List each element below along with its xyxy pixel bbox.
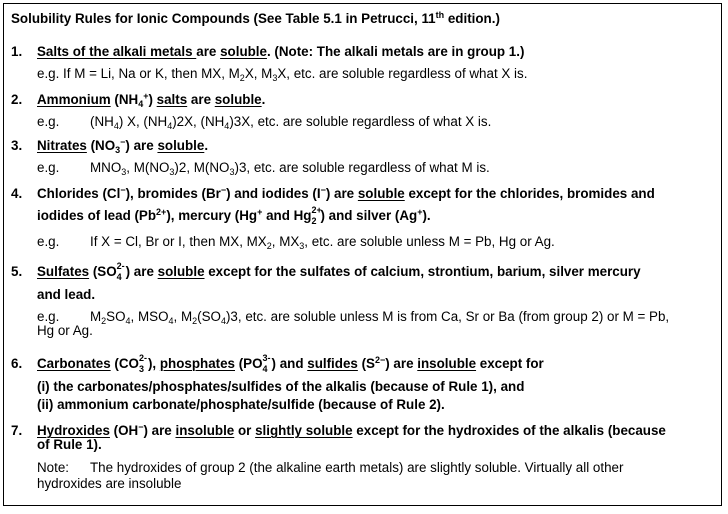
rule-5-example: $M_2SO_4$, $MSO_4$, $M_2(SO_4)3$, etc. are soluble unless M is from Ca, Sr or Ba (from group 2) or M = Pb,: [90, 309, 670, 326]
rule-7-statement: Hydroxides (OH−) are insoluble or slightly soluble except for the hydroxides of the alkalis (because: [37, 422, 666, 438]
rule-2-example: $(NH_4)$ X, $(NH_4)2X$, $(NH_4)3X$, etc. are soluble regardless of what X is.: [90, 114, 492, 131]
rule-2-statement: Ammonium $(NH_4^+)$ salts are soluble.: [37, 91, 266, 109]
rule-3-example-label: e.g.: [37, 160, 60, 175]
rule-2-example-label: e.g.: [37, 114, 60, 129]
rule-5-example-label: e.g.: [37, 309, 60, 324]
rule-5-example-line-2: Hg or Ag.: [37, 323, 93, 338]
rule-3-number: 3.: [11, 138, 23, 153]
rule-3-example: $MNO_3$, $M(NO_3)2$, $M(NO_3)3$, etc. are soluble regardless of what M is.: [90, 160, 490, 177]
rule-4-example: If X = Cl, Br or I, then MX, $MX_2$, $MX_3$, etc. are soluble unless M = Pb, Hg or Ag.: [90, 234, 555, 251]
rule-7-note-line-2: hydroxides are insoluble: [37, 476, 182, 491]
rule-1-example: e.g. If M = Li, Na or K, then MX, $M_2X$, $M_3X$, etc. are soluble regardless of what X is.: [37, 66, 528, 83]
rule-7-note: The hydroxides of group 2 (the alkaline earth metals) are slightly soluble. Virtually all other: [90, 460, 624, 475]
rule-7-note-label: Note:: [37, 460, 70, 475]
rule-5-statement-line-2: and lead.: [37, 287, 96, 302]
rule-6-exception-2: (ii) ammonium carbonate/phosphate/sulfide (because of Rule 2).: [37, 397, 445, 412]
rule-6-statement: Carbonates (CO 2- 3 ), phosphates (PO 3- 4 ) and sulfides $(S^{2-})$ are insoluble except for: [37, 353, 544, 374]
document-title: Solubility Rules for Ionic Compounds (See Table 5.1 in Petrucci, 11th edition.): [11, 10, 500, 26]
rule-4-number: 4.: [11, 186, 23, 201]
rule-7-statement-line-2: of Rule 1).: [37, 437, 102, 452]
rule-6-exception-1: (i) the carbonates/phosphates/sulfides of the alkalis (because of Rule 1), and: [37, 379, 525, 394]
rule-7-number: 7.: [11, 423, 23, 438]
rule-4-statement-line-2: iodides of lead $(Pb^{2+})$, mercury (Hg+ and Hg 2+ 2 ) and silver (Ag+).: [37, 205, 431, 226]
rule-6-number: 6.: [11, 356, 23, 371]
rule-4-example-label: e.g.: [37, 234, 60, 249]
rule-1-heading: 1.: [11, 44, 23, 59]
rule-5-number: 5.: [11, 264, 23, 279]
rule-3-statement: Nitrates $(NO_3^-)$ are soluble.: [37, 137, 209, 155]
rule-1-statement: Salts of the alkali metals are soluble. (Note: The alkali metals are in group 1.): [37, 44, 525, 59]
rule-4-statement: Chlorides (Cl−), bromides (Br−) and iodides (I−) are soluble except for the chlorides, bromides and: [37, 185, 655, 201]
rule-2-number: 2.: [11, 92, 23, 107]
rule-5-statement: Sulfates (SO 2- 4 ) are soluble except for the sulfates of calcium, strontium, barium, silver mercury: [37, 261, 641, 282]
